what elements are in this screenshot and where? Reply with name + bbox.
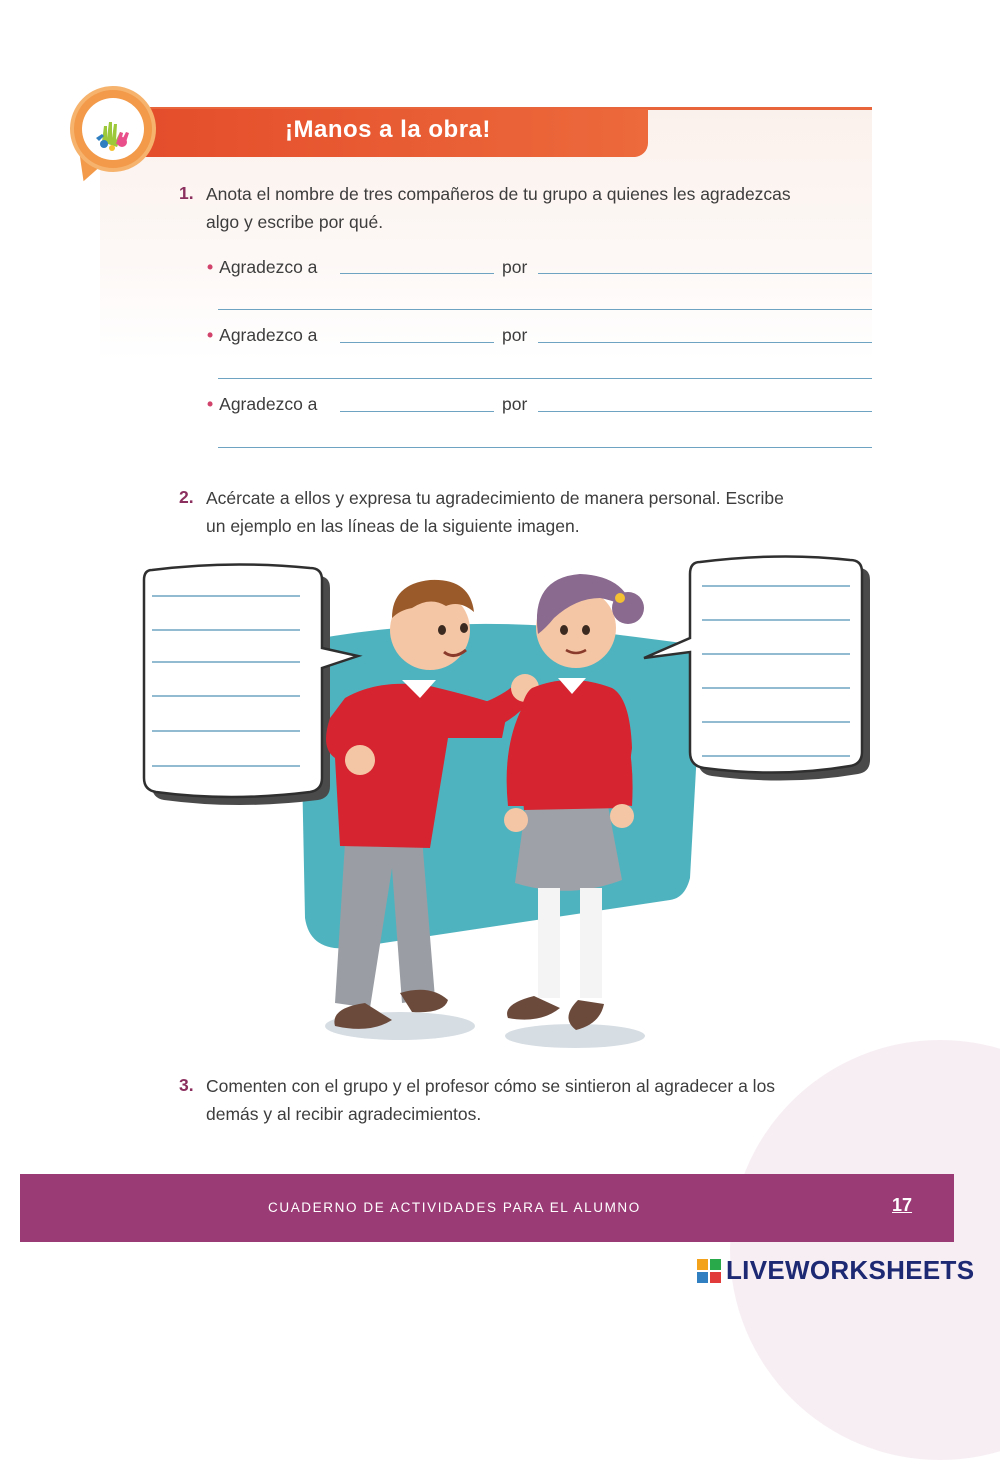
reason-answer-line-1[interactable]	[538, 273, 872, 274]
row-label: Agradezco a	[219, 325, 318, 345]
reason-answer-line-3[interactable]	[538, 411, 872, 412]
watermark-brand: LIVEWORKSHEETS	[726, 1255, 975, 1285]
students-illustration	[130, 548, 875, 1063]
bullet-icon: •	[207, 394, 214, 414]
painted-hands-icon	[82, 98, 144, 160]
question-3-text	[206, 1072, 775, 1128]
gratitude-row-1-connector: por	[502, 257, 528, 277]
name-answer-line-1[interactable]	[340, 273, 494, 274]
gratitude-row-3-connector: por	[502, 394, 528, 414]
section-title: ¡Manos a la obra!	[285, 116, 491, 143]
question-1-number: 1.	[179, 183, 194, 203]
reason-answer-line-3b[interactable]	[218, 447, 872, 448]
liveworksheets-logo-icon	[697, 1259, 721, 1283]
bullet-icon: •	[207, 325, 214, 345]
row-label: Agradezco a	[219, 394, 318, 414]
reason-answer-line-1b[interactable]	[218, 309, 872, 310]
question-1-line-2: algo y escribe por qué.	[206, 212, 384, 232]
gratitude-row-2-label	[207, 325, 317, 346]
gratitude-row-3-label	[207, 394, 317, 415]
question-1-text	[206, 180, 791, 236]
question-1-line-1: Anota el nombre de tres compañeros de tu grupo a quienes les agradezcas	[206, 184, 791, 204]
gratitude-row-1-label	[207, 257, 317, 278]
question-3-number: 3.	[179, 1075, 194, 1095]
question-2-text	[206, 484, 784, 540]
question-2-line-2: un ejemplo en las líneas de la siguiente imagen.	[206, 516, 580, 536]
question-3-line-2: demás y al recibir agradecimientos.	[206, 1104, 482, 1124]
gratitude-row-2-connector: por	[502, 325, 528, 345]
question-2-line-1: Acércate a ellos y expresa tu agradecimiento de manera personal. Escribe	[206, 488, 784, 508]
name-answer-line-3[interactable]	[340, 411, 494, 412]
reason-answer-line-2b[interactable]	[218, 378, 872, 379]
footer-text: CUADERNO DE ACTIVIDADES PARA EL ALUMNO	[268, 1200, 641, 1215]
hands-badge-icon	[70, 86, 156, 172]
question-3-line-1: Comenten con el grupo y el profesor cómo se sintieron al agradecer a los	[206, 1076, 776, 1096]
question-2-number: 2.	[179, 487, 194, 507]
left-speech-bubble	[144, 564, 358, 805]
row-label: Agradezco a	[219, 257, 318, 277]
page-number: 17	[892, 1195, 913, 1215]
reason-answer-line-2[interactable]	[538, 342, 872, 343]
bullet-icon: •	[207, 257, 214, 277]
name-answer-line-2[interactable]	[340, 342, 494, 343]
